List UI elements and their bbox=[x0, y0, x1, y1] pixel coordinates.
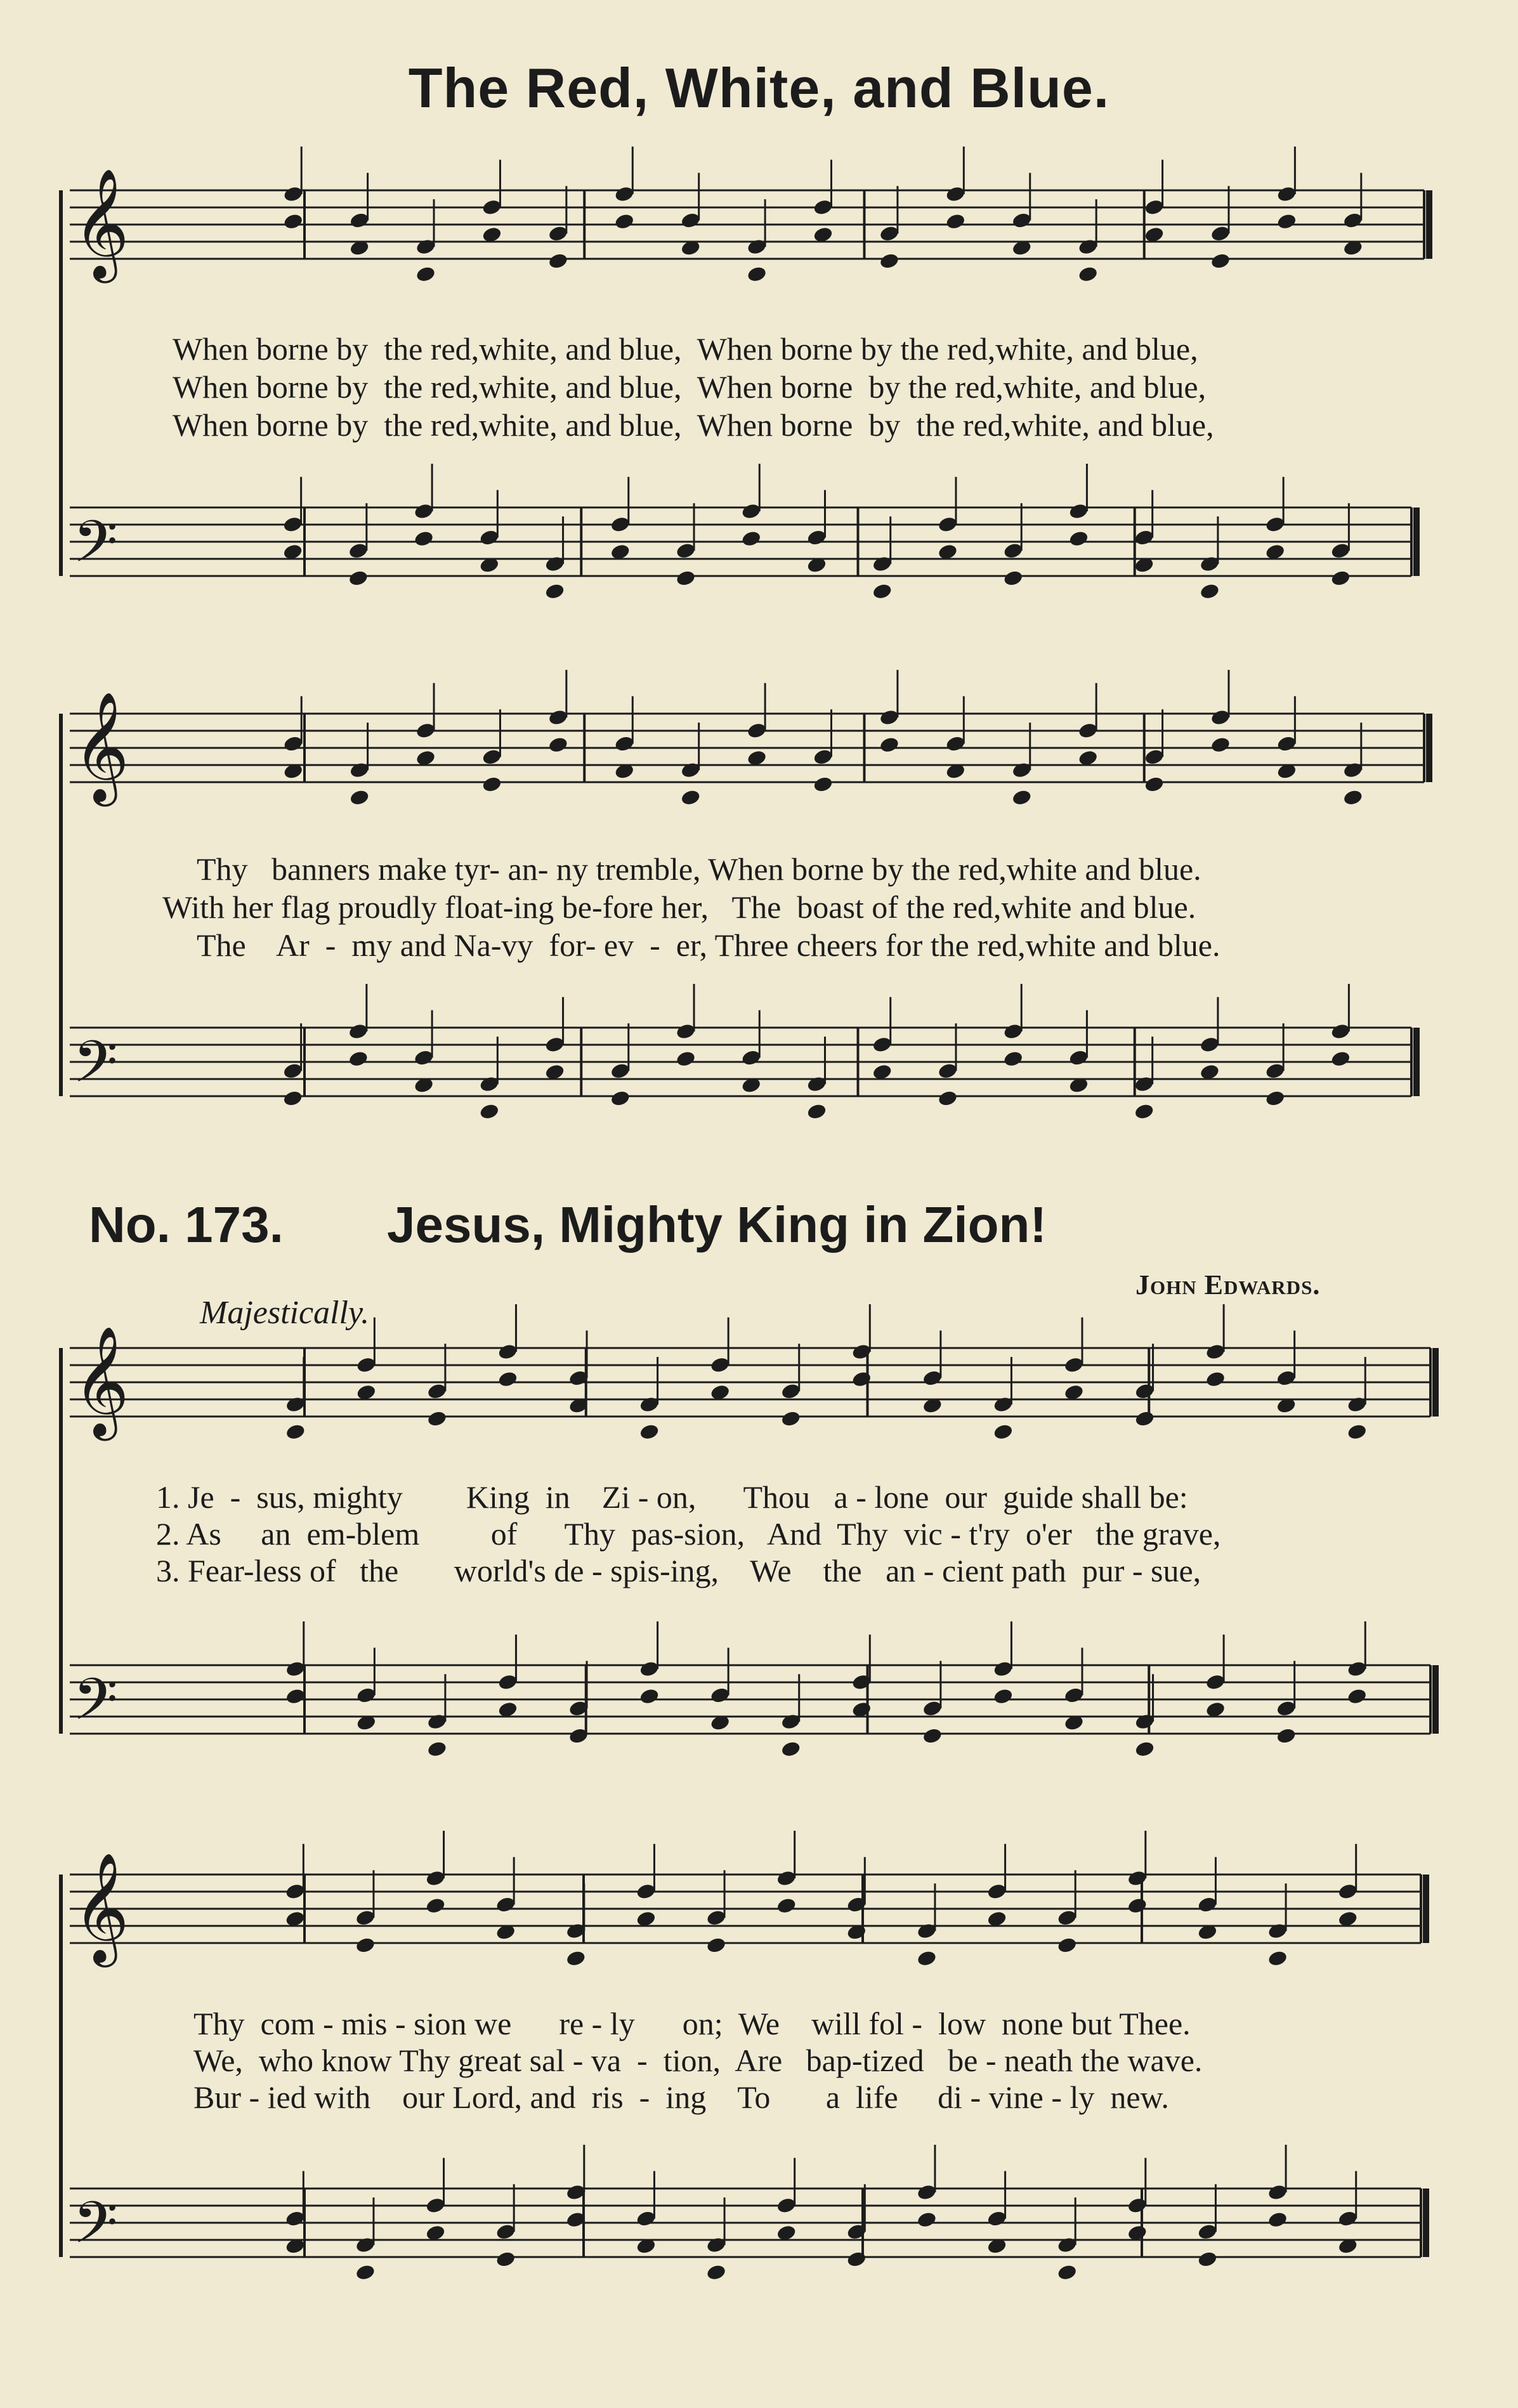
note-head bbox=[1134, 1410, 1155, 1427]
note-head bbox=[937, 1089, 958, 1107]
note-head bbox=[993, 1423, 1014, 1441]
note-head bbox=[639, 1423, 660, 1441]
lyric-line: 2. As an em-blem of Thy pas-sion, And Thy vic - t'ry o'er the grave, bbox=[156, 1516, 1221, 1552]
note-head bbox=[1210, 252, 1231, 270]
note-head bbox=[741, 530, 762, 547]
note-head bbox=[851, 1370, 872, 1388]
note-head bbox=[348, 569, 369, 587]
hymn-title: Jesus, Mighty King in Zion! bbox=[387, 1196, 1047, 1253]
note-head bbox=[614, 213, 635, 230]
bass-clef-icon: 𝄢 bbox=[73, 1028, 118, 1109]
note-head bbox=[1276, 213, 1297, 230]
note-head bbox=[610, 1089, 631, 1107]
note-head bbox=[1057, 2263, 1078, 2281]
note-head bbox=[544, 582, 565, 600]
note-head bbox=[565, 1949, 586, 1967]
lyric-line: We, who know Thy great sal - va - tion, Are bap-tized be - neath the wave. bbox=[193, 2043, 1203, 2078]
note-head bbox=[806, 1103, 827, 1120]
note-head bbox=[1330, 1050, 1351, 1068]
note-head bbox=[705, 1936, 726, 1954]
tempo-marking: Majestically. bbox=[200, 1295, 370, 1331]
note-head bbox=[282, 1089, 303, 1107]
lyric-line: Bur - ied with our Lord, and ris - ing To a life di - vine - ly new. bbox=[193, 2079, 1169, 2115]
note-head bbox=[1342, 788, 1363, 806]
note-head bbox=[1210, 736, 1231, 754]
hymn-number: No. 173. bbox=[89, 1196, 284, 1253]
lyric-line: Thy banners make tyr- an- ny tremble, When borne by the red,white and blue. bbox=[197, 851, 1201, 887]
note-head bbox=[780, 1740, 801, 1758]
note-head bbox=[1134, 1103, 1155, 1120]
note-head bbox=[1347, 1423, 1368, 1441]
note-head bbox=[1265, 1089, 1286, 1107]
note-head bbox=[922, 1727, 943, 1744]
lyric-line: With her flag proudly float-ing be-fore her, The boast of the red,white and blue. bbox=[162, 889, 1196, 925]
note-head bbox=[945, 213, 966, 230]
note-head bbox=[415, 265, 436, 283]
lyric-line: 1. Je - sus, mighty King in Zi - on, Thou a - lone our guide shall be: bbox=[156, 1479, 1188, 1515]
note-head bbox=[1276, 1727, 1297, 1744]
note-head bbox=[355, 2263, 376, 2281]
note-head bbox=[680, 788, 701, 806]
bass-clef-icon: 𝄢 bbox=[73, 1666, 118, 1747]
lyrics-verse-block-1 bbox=[0, 330, 1518, 482]
note-head bbox=[916, 1949, 937, 1967]
note-head bbox=[1144, 775, 1165, 793]
note-head bbox=[285, 1687, 306, 1705]
bass-clef-icon: 𝄢 bbox=[73, 508, 118, 589]
lyrics-verse-block-4 bbox=[0, 2005, 1518, 2157]
lyric-line: When borne by the red,white, and blue, When borne by the red,white, and blue, bbox=[173, 369, 1207, 405]
note-head bbox=[479, 1103, 500, 1120]
note-head bbox=[426, 1410, 447, 1427]
note-head bbox=[283, 213, 304, 230]
note-head bbox=[1003, 569, 1024, 587]
lyric-line: Thy com - mis - sion we re - ly on; We will fol - low none but Thee. bbox=[193, 2006, 1191, 2041]
hymn-header bbox=[89, 1196, 1047, 1254]
treble-clef-icon: 𝄞 bbox=[73, 168, 129, 278]
note-head bbox=[1267, 1949, 1288, 1967]
note-head bbox=[675, 569, 696, 587]
note-head bbox=[1267, 2211, 1288, 2228]
treble-clef-icon: 𝄞 bbox=[73, 691, 129, 802]
note-head bbox=[639, 1687, 660, 1705]
lyric-line: When borne by the red,white, and blue, When borne by the red,white, and blue, bbox=[173, 331, 1198, 367]
note-head bbox=[355, 1936, 376, 1954]
lyrics-verse-block-2 bbox=[0, 850, 1518, 1002]
song-title: The Red, White, and Blue. bbox=[408, 56, 1110, 119]
note-head bbox=[1127, 1897, 1148, 1914]
note-head bbox=[747, 265, 768, 283]
note-head bbox=[1003, 1050, 1024, 1068]
note-head bbox=[425, 1897, 446, 1914]
lyrics-verse-block-3 bbox=[0, 1478, 1518, 1630]
note-head bbox=[414, 530, 435, 547]
note-head bbox=[348, 1050, 369, 1068]
treble-clef-icon: 𝄞 bbox=[73, 1326, 129, 1436]
note-head bbox=[776, 1897, 797, 1914]
composer-name: John Edwards. bbox=[1135, 1269, 1321, 1300]
note-head bbox=[426, 1740, 447, 1758]
note-head bbox=[1199, 582, 1220, 600]
note-head bbox=[547, 252, 568, 270]
note-head bbox=[813, 775, 834, 793]
note-head bbox=[1197, 2250, 1218, 2268]
note-head bbox=[1078, 265, 1099, 283]
bass-clef-icon: 𝄢 bbox=[73, 2189, 118, 2270]
note-head bbox=[780, 1410, 801, 1427]
note-head bbox=[1068, 530, 1089, 547]
note-head bbox=[495, 2250, 516, 2268]
lyric-line: When borne by the red,white, and blue, When borne by the red,white, and blue, bbox=[173, 407, 1214, 443]
note-head bbox=[1205, 1370, 1226, 1388]
note-head bbox=[879, 736, 900, 754]
note-head bbox=[872, 582, 893, 600]
note-head bbox=[547, 736, 568, 754]
lyric-line: The Ar - my and Na-vy for- ev - er, Three cheers for the red,white and blue. bbox=[197, 927, 1220, 963]
note-head bbox=[879, 252, 900, 270]
note-head bbox=[1330, 569, 1351, 587]
note-head bbox=[993, 1687, 1014, 1705]
treble-clef-icon: 𝄞 bbox=[73, 1852, 129, 1963]
note-head bbox=[675, 1050, 696, 1068]
note-head bbox=[349, 788, 370, 806]
note-head bbox=[1347, 1687, 1368, 1705]
note-head bbox=[481, 775, 502, 793]
note-head bbox=[1057, 1936, 1078, 1954]
lyric-line: 3. Fear-less of the world's de - spis-ing, We the an - cient path pur - sue, bbox=[156, 1553, 1201, 1588]
note-head bbox=[1011, 788, 1032, 806]
note-head bbox=[705, 2263, 726, 2281]
note-head bbox=[1134, 1740, 1155, 1758]
note-head bbox=[285, 1423, 306, 1441]
note-head bbox=[497, 1370, 518, 1388]
note-head bbox=[916, 2211, 937, 2228]
